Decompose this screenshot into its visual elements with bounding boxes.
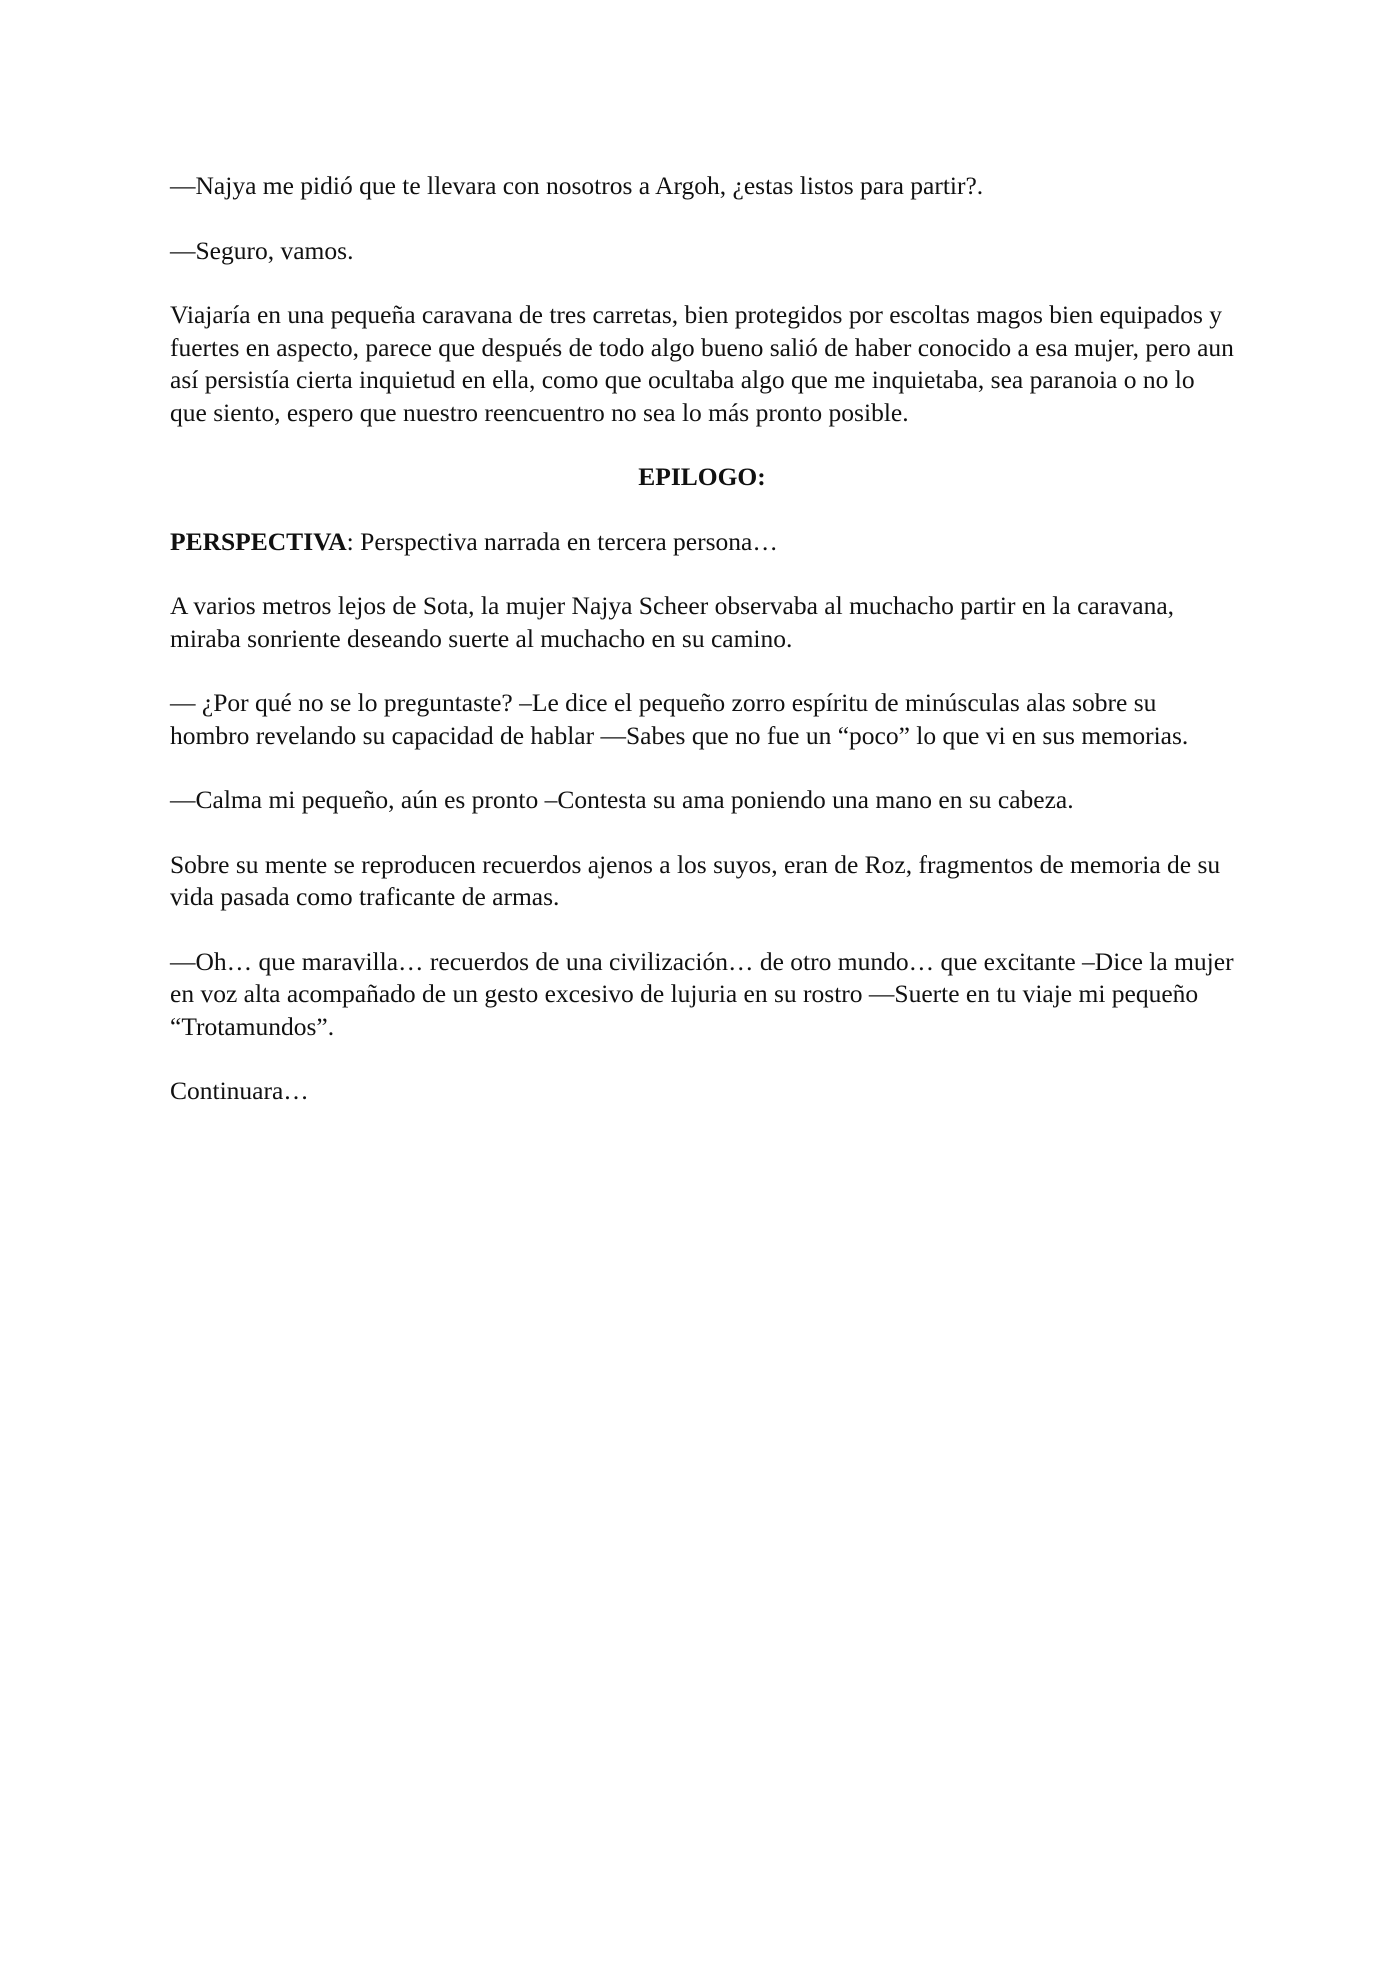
perspective-text: : Perspectiva narrada en tercera persona…	[346, 526, 778, 556]
dialogue-paragraph: —Oh… que maravilla… recuerdos de una civilización… de otro mundo… que excitante –Dice la mujer en voz alta acompañado de un gesto excesivo de lujuria en su rostro —Suerte en tu viaje mi pequeño “Trotamundos”.	[170, 946, 1234, 1041]
narrative-paragraph: Sobre su mente se reproducen recuerdos ajenos a los suyos, eran de Roz, fragmentos de memoria de su vida pasada como traficante de armas.	[170, 849, 1221, 911]
perspective-label: PERSPECTIVA	[170, 526, 347, 556]
dialogue-paragraph: —Najya me pidió que te llevara con nosotros a Argoh, ¿estas listos para partir?.	[170, 171, 984, 200]
epilogue-heading: EPILOGO:	[638, 462, 766, 491]
perspective-paragraph	[170, 526, 1234, 559]
dialogue-paragraph: —Calma mi pequeño, aún es pronto –Contesta su ama poniendo una mano en su cabeza.	[170, 785, 1074, 814]
document-body	[170, 170, 1234, 1140]
dialogue-paragraph: —Seguro, vamos.	[170, 235, 354, 265]
dialogue-paragraph: — ¿Por qué no se lo preguntaste? –Le dice el pequeño zorro espíritu de minúsculas alas sobre su hombro revelando su capacidad de hablar —Sabes que no fue un “poco” lo que vi en sus memorias.	[170, 688, 1189, 750]
continuation-note: Continuara…	[170, 1076, 309, 1105]
narrative-paragraph: Viajaría en una pequeña caravana de tres carretas, bien protegidos por escoltas magos bien equipados y fuertes en aspecto, parece que después de todo algo bueno salió de haber conocido a esa mujer, pero aun así persistía cierta inquietud en ella, como que ocultaba algo que me inquietaba, sea paranoia o no lo que siento, espero que nuestro reencuentro no sea lo más pronto posible.	[170, 300, 1234, 427]
narrative-paragraph: A varios metros lejos de Sota, la mujer Najya Scheer observaba al muchacho partir en la caravana, miraba sonriente deseando suerte al muchacho en su camino.	[170, 591, 1175, 653]
